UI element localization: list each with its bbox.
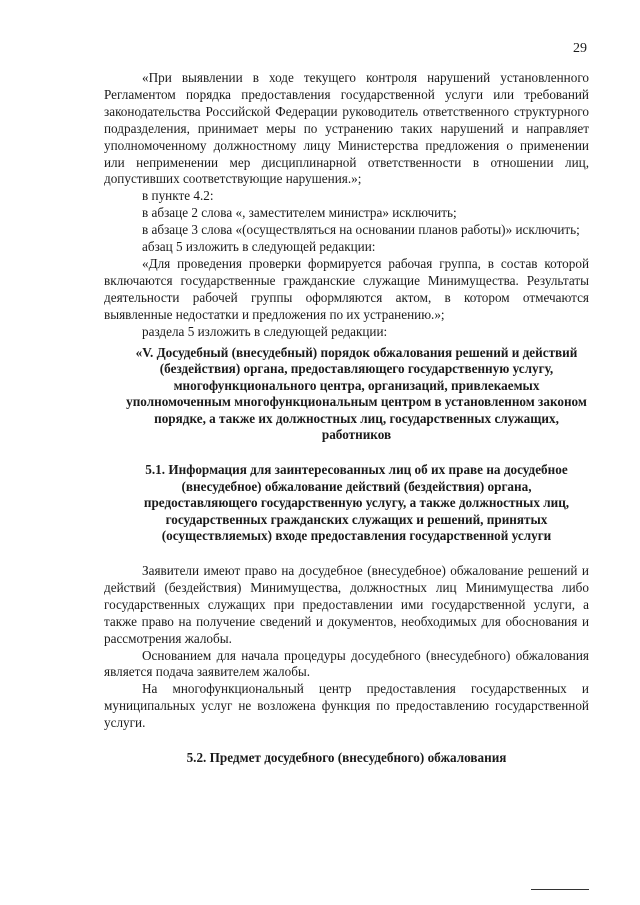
page-number: 29 <box>573 41 587 56</box>
paragraph-working-group: «Для проведения проверки формируется рабочая группа, в состав которой включаются государственные гражданские служащие Минимущества. Результаты деятельности рабочей группы оформляются актом, в котором отмечаются выявленные недостатки и предложения по их устранению.»; <box>104 255 589 322</box>
paragraph-control-violations: «При выявлении в ходе текущего контроля нарушений установленного Регламентом порядка предоставления государственной услуги или требований законодательства Российской Федерации руководитель ответственного структурного подразделения, принимает меры по устранению таких нарушений и направляет уполномоченному должностному лицу Министерства предложения о применении или неприменении мер дисциплинарной ответственности в отношении лиц, допустивших соответствующие нарушения.»; <box>104 70 589 187</box>
section-5-heading: «V. Досудебный (внесудебный) порядок обжалования решений и действий (бездействия) органа, предоставляющего государственную услугу, многофункционального центра, организаций, привлекаемых уполномоченным многофункциональным центром в установленном законом порядке, а также их должностных лиц, государственных служащих, работников <box>126 344 587 443</box>
footer-line <box>531 889 589 890</box>
paragraph-abzats-5: абзац 5 изложить в следующей редакции: <box>142 239 376 255</box>
paragraph-mfc: На многофункциональный центр предоставления государственных и муниципальных услуг не возложена функция по предоставлению государственной услуги. <box>104 681 589 731</box>
paragraph-applicants-rights: Заявители имеют право на досудебное (внесудебное) обжалование решений и действий (бездействия) Минимущества, должностных лиц Минимущества либо государственных служащих при предоставлении ими государственной услуги, а также право на получение сведений и документов, необходимых для обоснования и рассмотрения жалобы. <box>104 563 589 646</box>
paragraph-section-5: раздела 5 изложить в следующей редакции: <box>142 323 388 339</box>
paragraph-abzats-2: в абзаце 2 слова «, заместителем министра» исключить; <box>142 205 457 221</box>
paragraph-point-4-2: в пункте 4.2: <box>142 188 214 204</box>
paragraph-abzats-3: в абзаце 3 слова «(осуществляться на основании планов работы)» исключить; <box>142 222 580 238</box>
document-body <box>104 70 589 767</box>
subsection-5-1-heading: 5.1. Информация для заинтересованных лиц об их праве на досудебное (внесудебное) обжалование действий (бездействия) органа, предоставляющего государственную услугу, а также должностных лиц, государственных гражданских служащих и решений, принятых (осуществляемых) входе предоставления государственной услуги <box>143 462 570 544</box>
paragraph-grounds: Основанием для начала процедуры досудебного (внесудебного) обжалования является подача заявителем жалобы. <box>104 647 589 680</box>
subsection-5-2-heading: 5.2. Предмет досудебного (внесудебного) обжалования <box>186 750 507 766</box>
